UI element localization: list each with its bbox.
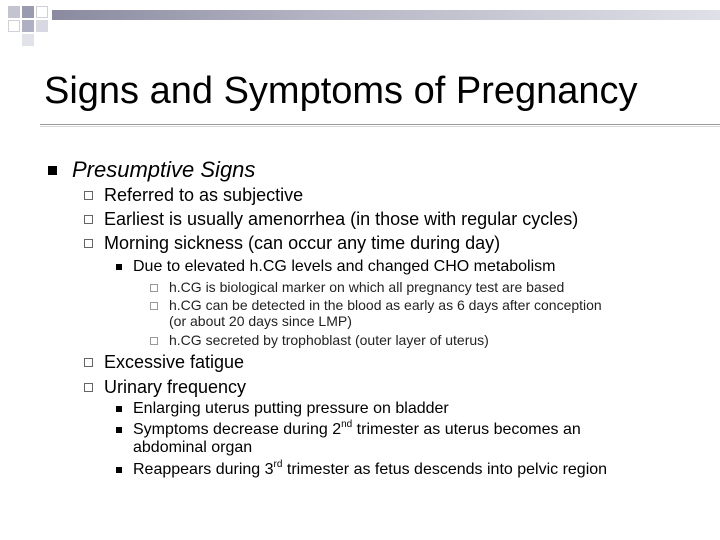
bullet-square-icon	[48, 166, 57, 175]
detail-item: h.CG secreted by trophoblast (outer layer of uterus)	[169, 332, 489, 348]
bullet-hollow-icon	[84, 191, 93, 200]
sub-item-continuation: abdominal organ	[133, 439, 253, 456]
decor-square	[22, 6, 34, 18]
decor-square	[36, 6, 48, 18]
decor-square	[22, 20, 34, 32]
ordinal-suffix: rd	[273, 458, 283, 470]
detail-item: h.CG is biological marker on which all pregnancy test are based	[169, 279, 565, 295]
list-item: Referred to as subjective	[104, 185, 304, 205]
bullet-hollow-icon	[150, 337, 158, 345]
decor-square	[22, 34, 34, 46]
list-item: Morning sickness (can occur any time during day)	[104, 233, 501, 253]
bullet-hollow-icon	[84, 215, 93, 224]
bullet-square-icon	[116, 406, 122, 412]
bullet-square-icon	[116, 264, 122, 270]
list-item: Earliest is usually amenorrhea (in those with regular cycles)	[104, 209, 579, 229]
section-heading: Presumptive Signs	[72, 157, 256, 182]
bullet-hollow-icon	[84, 358, 93, 367]
detail-item: h.CG can be detected in the blood as early as 6 days after conception	[169, 297, 602, 313]
slide-title: Signs and Symptoms of Pregnancy	[44, 70, 638, 112]
bullet-hollow-icon	[84, 383, 93, 392]
bullet-hollow-icon	[150, 284, 158, 292]
decorative-header	[0, 0, 720, 46]
decor-gradient-bar	[52, 10, 720, 20]
sub-item-text: trimester as uterus becomes an	[352, 421, 581, 438]
decor-square	[36, 20, 48, 32]
title-divider-shadow	[40, 126, 720, 127]
decor-square	[8, 6, 20, 18]
detail-item-continuation: (or about 20 days since LMP)	[169, 313, 352, 329]
bullet-hollow-icon	[150, 302, 158, 310]
sub-item	[133, 418, 581, 439]
sub-item	[133, 458, 608, 479]
ordinal-suffix: nd	[341, 418, 353, 430]
bullet-square-icon	[116, 467, 122, 473]
list-item: Excessive fatigue	[104, 352, 245, 372]
sub-item-text: trimester as fetus descends into pelvic region	[282, 461, 608, 478]
sub-item: Enlarging uterus putting pressure on bladder	[133, 400, 449, 417]
decor-square	[8, 20, 20, 32]
bullet-hollow-icon	[84, 239, 93, 248]
sub-item-text: Symptoms decrease during 2	[133, 421, 342, 438]
sub-item: Due to elevated h.CG levels and changed CHO metabolism	[133, 258, 556, 275]
list-item: Urinary frequency	[104, 377, 247, 397]
title-divider	[40, 124, 720, 125]
sub-item-text: Reappears during 3	[133, 461, 274, 478]
bullet-square-icon	[116, 427, 122, 433]
